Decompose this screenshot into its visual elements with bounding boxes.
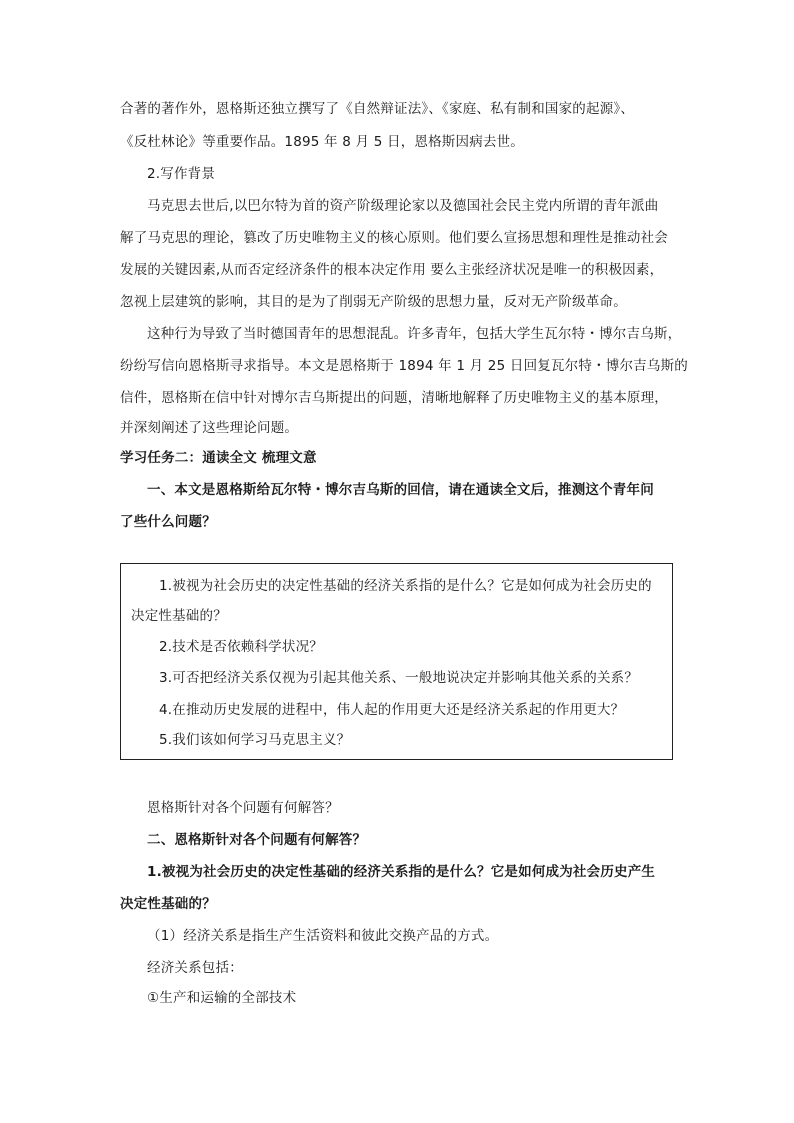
question-2: 2.技术是否依赖科学状况？ (159, 639, 323, 655)
background-para1-line1: 马克思去世后,以巴尔特为首的资产阶级理论家以及德国社会民主党内所谓的青年派曲 (147, 198, 659, 214)
background-para1-line3: 发展的关键因素,从而否定经济条件的根本决定作用 要么主张经济状况是唯一的积极因素， (120, 262, 664, 278)
background-para2-line4: 并深刻阐述了这些理论问题。 (120, 420, 299, 436)
answers-prompt: 恩格斯针对各个问题有何解答？ (147, 800, 339, 816)
intro-line-2: 《反杜林论》等重要作品。1895 年 8 月 5 日，恩格斯因病去世。 (120, 134, 524, 150)
question-1-line2: 决定性基础的？ (131, 608, 227, 624)
background-para2-line2: 纷纷写信向恩格斯寻求指导。本文是恩格斯于 1894 年 1 月 25 日回复瓦尔特・博尔吉乌斯的 (120, 358, 688, 374)
question-3: 3.可否把经济关系仅视为引起其他关系、一般地说决定并影响其他关系的关系？ (159, 670, 639, 686)
background-para2-line3: 信件，恩格斯在信中针对博尔吉乌斯提出的问题，清晰地解释了历史唯物主义的基本原理， (120, 390, 668, 406)
background-para2-line1: 这种行为导致了当时德国青年的思想混乱。许多青年，包括大学生瓦尔特・博尔吉乌斯， (147, 326, 682, 342)
intro-line-1: 合著的著作外，恩格斯还独立撰写了《自然辩证法》、《家庭、私有制和国家的起源》、 (120, 101, 635, 117)
answer-1-item-1: ①生产和运输的全部技术 (147, 990, 297, 1006)
questions-box (120, 563, 673, 760)
question-4: 4.在推动历史发展的进程中，伟人起的作用更大还是经济关系起的作用更大？ (159, 702, 625, 718)
background-para1-line4: 忽视上层建筑的影响，其目的是为了削弱无产阶级的思想力量，反对无产阶级革命。 (120, 294, 627, 310)
question-5: 5.我们该如何学习马克思主义？ (159, 732, 351, 748)
answers-heading: 二、恩格斯针对各个问题有何解答？ (147, 832, 367, 848)
answer-1-includes: 经济关系包括： (147, 960, 243, 976)
answer-1-question-line1: 1.被视为社会历史的决定性基础的经济关系指的是什么？它是如何成为社会历史产生 (147, 864, 656, 880)
question-1-line1: 1.被视为社会历史的决定性基础的经济关系指的是什么？它是如何成为社会历史的 (159, 578, 652, 594)
task2-question-line2: 了些什么问题？ (120, 514, 216, 530)
section-heading-background: 2.写作背景 (147, 166, 216, 182)
task2-question-line1: 一、本文是恩格斯给瓦尔特・博尔吉乌斯的回信，请在通读全文后，推测这个青年问 (147, 482, 654, 498)
task2-heading: 学习任务二：通读全文 梳理文意 (120, 450, 317, 466)
background-para1-line2: 解了马克思的理论，篡改了历史唯物主义的核心原则。他们要么宣扬思想和理性是推动社会 (120, 230, 668, 246)
answer-1-point-1: （1）经济关系是指生产生活资料和彼此交换产品的方式。 (147, 928, 499, 944)
answer-1-question-line2: 决定性基础的？ (120, 896, 216, 912)
